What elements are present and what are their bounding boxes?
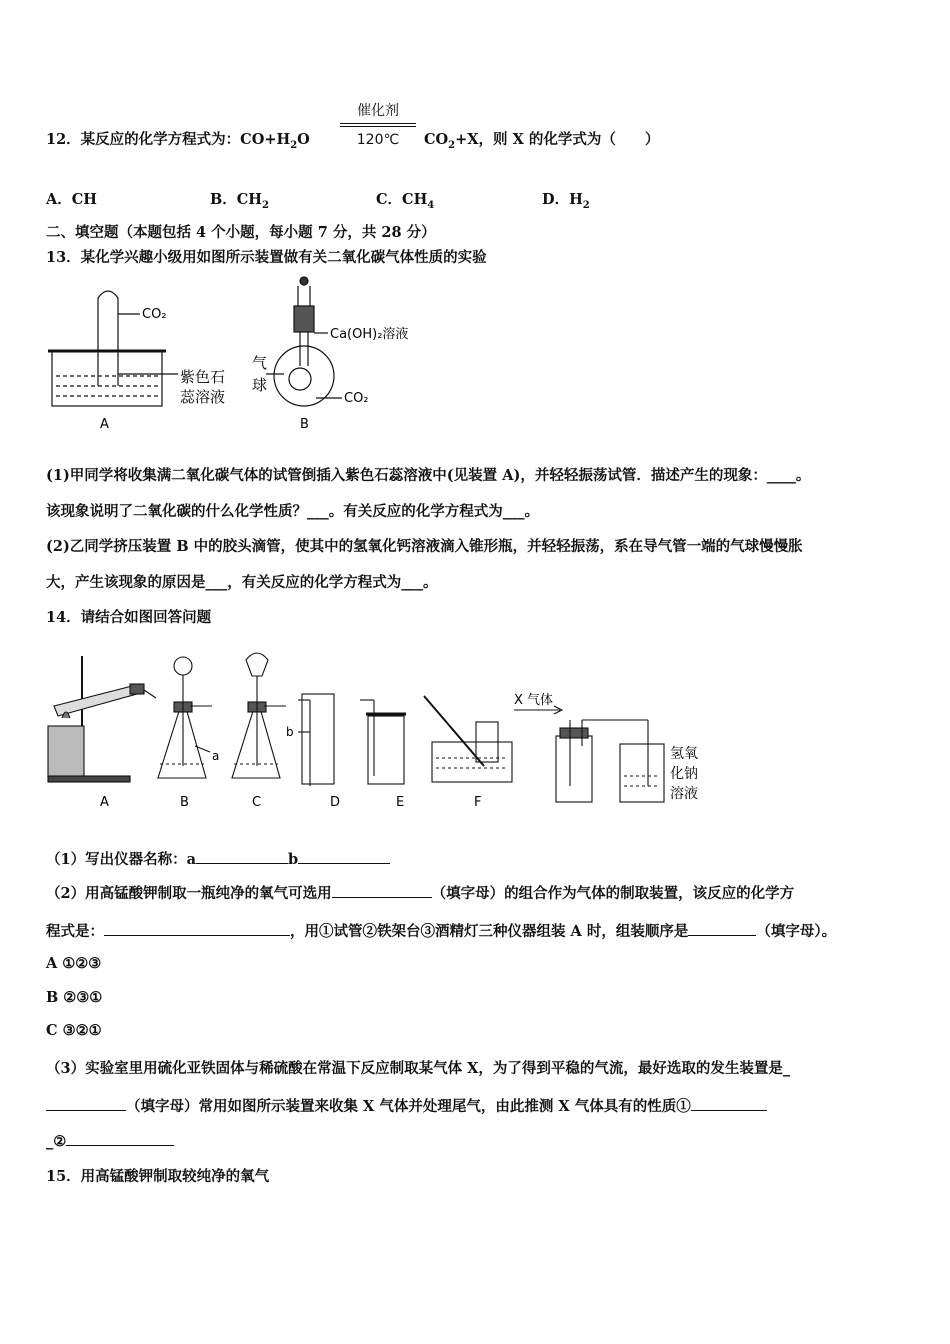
q12-sub: 2 <box>290 139 298 151</box>
fig-label-d: D <box>330 795 341 810</box>
caoh-label: Ca(OH)₂溶液 <box>330 327 409 342</box>
apparatus-f-trough <box>424 696 512 782</box>
litmus-label-2: 蕊溶液 <box>180 388 226 406</box>
q13-part2-a: (2)乙同学挤压装置 B 中的胶头滴管，使其中的氢氧化钙溶液滴入锥形瓶，并轻轻振荡，系在导气管一端的气球慢慢胀 <box>46 538 803 555</box>
gas-collection-setup <box>514 706 664 802</box>
q13-title: 13．某化学兴趣小级用如图所示装置做有关二氧化碳气体性质的实验 <box>46 249 487 266</box>
label-a-pointer: a <box>212 749 220 763</box>
naoh-label-2: 化钠 <box>670 766 698 782</box>
temperature-label: 120℃ <box>356 132 400 148</box>
q13-part2-b: 大，产生该现象的原因是___，有关反应的化学方程式为___。 <box>46 574 438 591</box>
q13-part1-a: (1)甲同学将收集满二氧化碳气体的试管倒插入紫色石蕊溶液中(见装置 A)，并轻轻振荡试管．描述产生的现象：____。 <box>46 467 811 484</box>
label-b-pointer: b <box>286 725 294 739</box>
q13-part1-b: 该现象说明了二氧化碳的什么化学性质？___。有关反应的化学方程式为___。 <box>46 503 539 520</box>
q12-suffix: +X，则 X 的化学式为（ ） <box>455 131 660 148</box>
fig-label-f: F <box>474 795 482 810</box>
q13-figure <box>46 276 466 436</box>
balloon-label-1: 气 <box>252 354 268 372</box>
apparatus-d-bottle <box>298 694 334 786</box>
co2-label-a: CO₂ <box>142 307 167 322</box>
q15-title: 15．用高锰酸钾制取较纯净的氧气 <box>46 1168 270 1185</box>
catalyst-label: 催化剂 <box>357 103 399 119</box>
litmus-label-1: 紫色石 <box>180 368 226 386</box>
co2-label-b: CO₂ <box>344 391 369 406</box>
q12-sub2: 2 <box>448 139 456 151</box>
naoh-label-3: 溶液 <box>670 786 698 802</box>
q12-prefix: 12．某反应的化学方程式为：CO+H <box>46 131 291 148</box>
choice-a: A ①②③ <box>46 955 102 972</box>
q12-option-c: C．$CH_4$ <box>376 191 435 211</box>
q12-equation-tail <box>424 128 659 151</box>
fig-label-e: E <box>396 795 405 810</box>
choice-b: B ②③① <box>46 989 103 1006</box>
q14-title: 14．请结合如图回答问题 <box>46 609 212 626</box>
q14-figure <box>40 636 720 816</box>
fig-label-a: A <box>100 795 109 810</box>
apparatus-e-bottle <box>360 700 406 784</box>
apparatus-b-flask <box>158 657 212 778</box>
choice-c: C ③②① <box>46 1022 102 1039</box>
q14-part1: （1）写出仪器名称：a b <box>46 848 390 869</box>
naoh-label-1: 氢氧 <box>670 746 698 762</box>
apparatus-a-label: A <box>100 417 109 432</box>
q12-product: CO <box>424 131 449 148</box>
q14-part2-line2: 程式是： ，用①试管②铁架台③酒精灯三种仪器组装 A 时，组装顺序是 （填字母）。 <box>46 923 837 940</box>
fig-label-c: C <box>252 795 262 810</box>
apparatus-a-setup <box>48 656 156 782</box>
q12-option-b: B．$CH_2$ <box>210 191 269 211</box>
q12-mid: O <box>297 131 310 148</box>
q12-equation <box>46 128 310 151</box>
apparatus-b-label: B <box>300 417 309 432</box>
fig-label-b: B <box>180 795 189 810</box>
balloon-label-2: 球 <box>252 376 268 394</box>
q12-option-a: A．CH <box>46 191 97 208</box>
q14-part3-line1: （3）实验室里用硫化亚铁固体与稀硫酸在常温下反应制取某气体 X，为了得到平稳的气流，最好选取的发生装置是_ <box>46 1060 791 1077</box>
x-gas-label: X 气体 <box>514 693 554 708</box>
q14-part2-line1: （2）用高锰酸钾制取一瓶纯净的氧气可选用 （填字母）的组合作为气体的制取装置，该反应的化学方 <box>46 885 795 902</box>
reaction-arrow <box>340 123 416 127</box>
section-heading: 二、填空题（本题包括 4 个小题，每小题 7 分，共 28 分） <box>46 224 436 241</box>
q14-part3-line3: _② <box>46 1131 174 1150</box>
q12-option-d: D．$H_2$ <box>542 191 590 211</box>
q14-part3-line2: （填字母）常用如图所示装置来收集 X 气体并处理尾气，由此推测 X 气体具有的性质① <box>46 1095 767 1116</box>
reaction-condition <box>340 100 416 148</box>
apparatus-c-flask <box>232 653 286 778</box>
